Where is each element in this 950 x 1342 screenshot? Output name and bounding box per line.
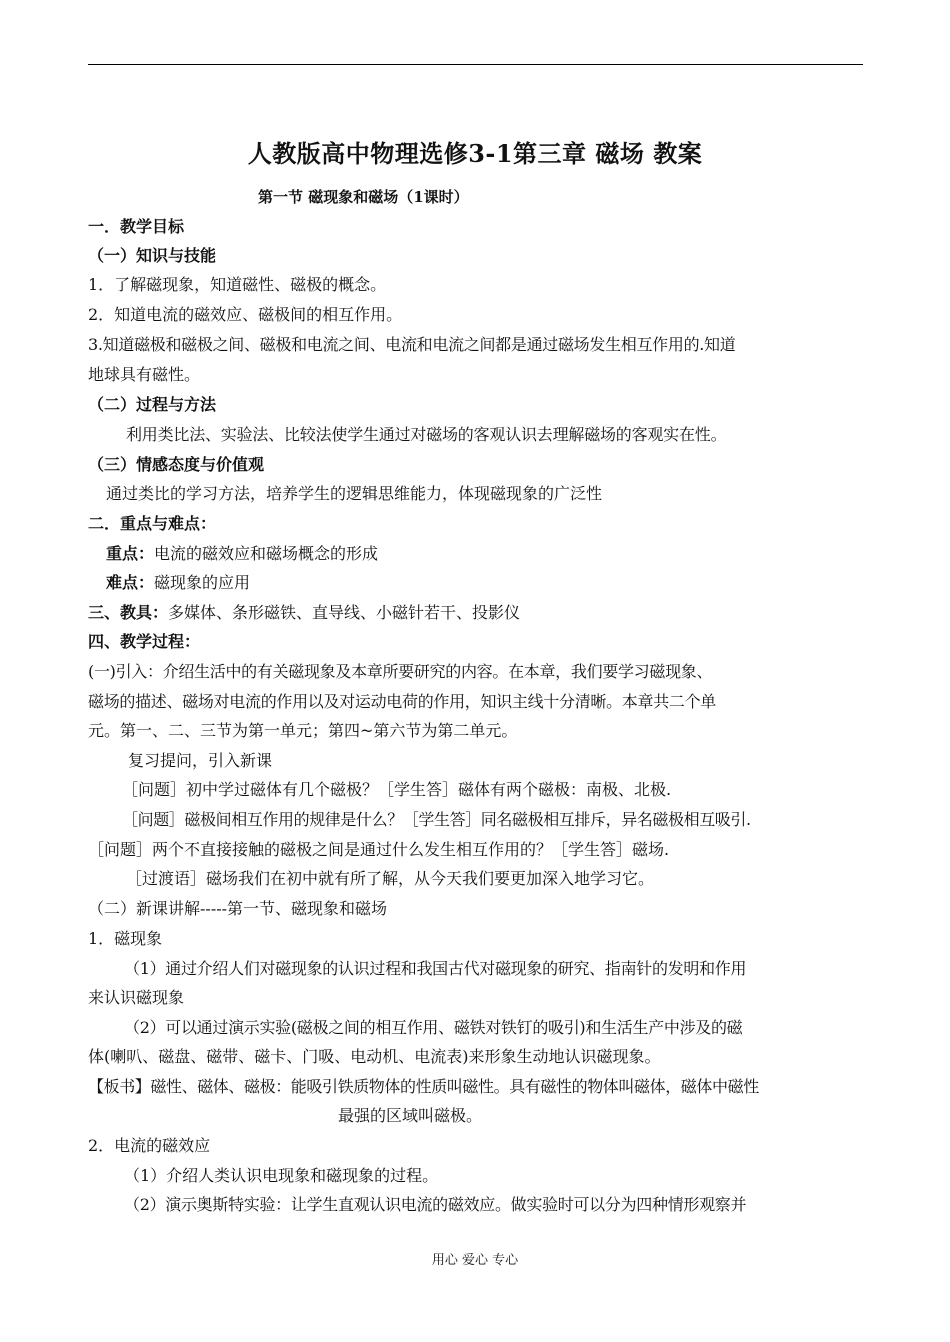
body-line: （1）通过介绍人们对磁现象的认识过程和我国古代对磁现象的研究、指南针的发明和作用 xyxy=(124,959,747,978)
heading-key-points: 二．重点与难点： xyxy=(88,514,217,533)
body-line: （1）介绍人类认识电现象和磁现象的过程。 xyxy=(124,1166,439,1185)
body-line: 2．知道电流的磁效应、磁极间的相互作用。 xyxy=(88,305,403,324)
key-text: 电流的磁效应和磁场概念的形成 xyxy=(154,544,379,563)
qa-line: ［问题］磁极间相互作用的规律是什么？［学生答］同名磁极相互排斥，异名磁极相互吸引. xyxy=(122,810,751,829)
board-note-line: 【板书】磁性、磁体、磁极：能吸引铁质物体的性质叫磁性。具有磁性的物体叫磁体，磁体中磁性 xyxy=(88,1077,759,1096)
difficulty-line xyxy=(106,573,250,593)
teaching-aids-line xyxy=(88,603,520,623)
body-line: 1．了解磁现象，知道磁性、磁极的概念。 xyxy=(88,275,387,294)
heading-process: （二）过程与方法 xyxy=(88,395,217,414)
body-line: 2．电流的磁效应 xyxy=(88,1136,211,1155)
body-line: （2）演示奥斯特实验：让学生直观认识电流的磁效应。做实验时可以分为四种情形观察并 xyxy=(124,1195,747,1214)
key-label: 重点： xyxy=(106,544,155,563)
qa-line: ［过渡语］磁场我们在初中就有所了解，从今天我们要更加深入地学习它。 xyxy=(126,869,655,888)
page-title: 人教版高中物理选修3-1第三章 磁场 教案 xyxy=(247,139,703,168)
body-line: 来认识磁现象 xyxy=(88,988,185,1007)
body-line: 3.知道磁极和磁极之间、磁极和电流之间、电流和电流之间都是通过磁场发生相互作用的.知道 xyxy=(88,335,736,354)
difficulty-text: 磁现象的应用 xyxy=(154,573,251,592)
body-line: 最强的区域叫磁极。 xyxy=(338,1106,483,1125)
body-line: （2）可以通过演示实验(磁极之间的相互作用、磁铁对铁钉的吸引)和生活生产中涉及的磁 xyxy=(124,1018,743,1037)
heading-process-steps: 四、教学过程： xyxy=(88,632,201,651)
body-line: 复习提问，引入新课 xyxy=(128,751,273,770)
body-line: 磁场的描述、磁场对电流的作用以及对运动电荷的作用，知识主线十分清晰。本章共二个单 xyxy=(88,692,717,711)
body-line: 1．磁现象 xyxy=(88,929,163,948)
heading-emotion: （三）情感态度与价值观 xyxy=(88,455,265,474)
key-point-line xyxy=(106,544,378,564)
body-line: 地球具有磁性。 xyxy=(88,365,201,384)
heading-objectives: 一．教学目标 xyxy=(88,217,185,236)
teaching-aids-text: 多媒体、条形磁铁、直导线、小磁针若干、投影仪 xyxy=(168,603,521,622)
teaching-aids-label: 三、教具： xyxy=(88,603,169,622)
body-line: 元。第一、二、三节为第一单元；第四~第六节为第二单元。 xyxy=(88,721,518,740)
body-line: （二）新课讲解-----第一节、磁现象和磁场 xyxy=(88,899,388,918)
body-line: (一)引入：介绍生活中的有关磁现象及本章所要研究的内容。在本章，我们要学习磁现象、 xyxy=(88,662,713,681)
heading-knowledge: （一）知识与技能 xyxy=(88,246,217,265)
qa-line: ［问题］两个不直接接触的磁极之间是通过什么发生相互作用的？［学生答］磁场. xyxy=(88,840,670,859)
qa-line: ［问题］初中学过磁体有几个磁极？［学生答］磁体有两个磁极：南极、北极. xyxy=(122,780,672,799)
difficulty-label: 难点： xyxy=(106,573,155,592)
body-line: 体(喇叭、磁盘、磁带、磁卡、门吸、电动机、电流表)来形象生动地认识磁现象。 xyxy=(88,1047,661,1066)
page-footer: 用心 爱心 专心 xyxy=(431,1253,519,1268)
body-line: 通过类比的学习方法，培养学生的逻辑思维能力，体现磁现象的广泛性 xyxy=(106,484,603,503)
header-rule xyxy=(88,64,863,65)
body-line: 利用类比法、实验法、比较法使学生通过对磁场的客观认识去理解磁场的客观实在性。 xyxy=(126,425,727,444)
section-subtitle: 第一节 磁现象和磁场（1课时） xyxy=(258,188,469,206)
